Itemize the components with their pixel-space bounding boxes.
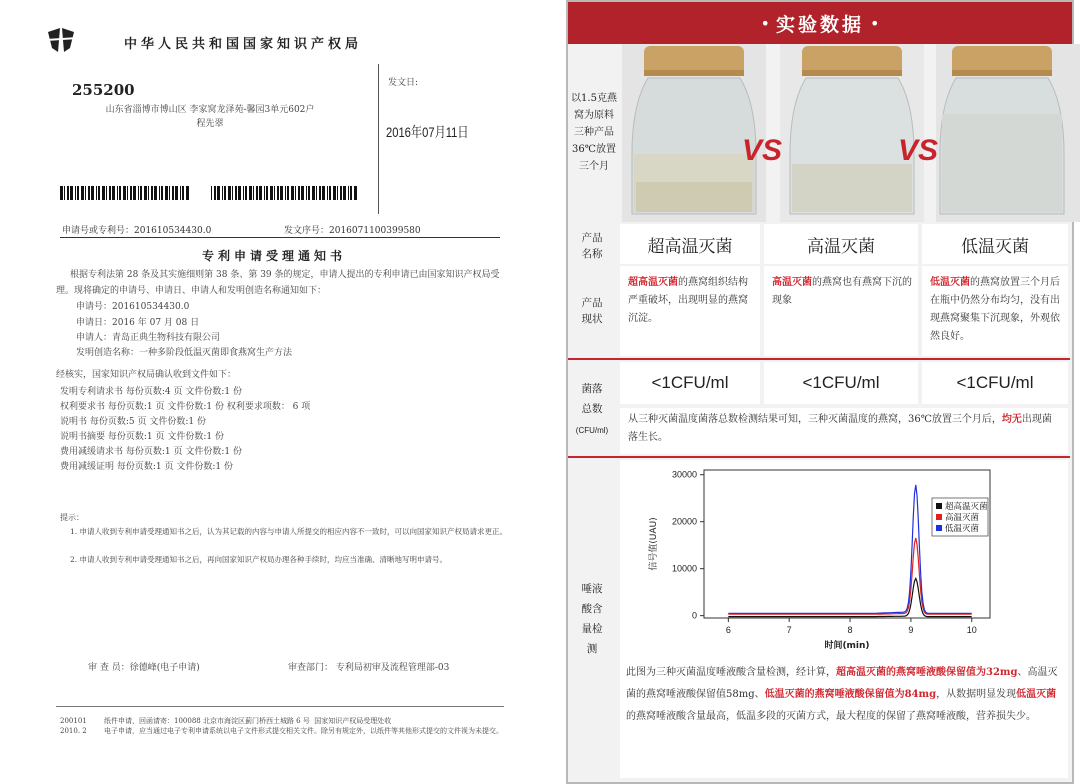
field-application-date: 申请日：2016 年 07 月 08 日 (76, 318, 200, 328)
cnipa-logo-icon (44, 24, 80, 56)
product-state-uht: 超高温灭菌的燕窝组织结构严重破坏，出现明显的燕窝沉淀。 (620, 266, 760, 356)
cfu-ht: <1CFU/ml (764, 362, 918, 404)
legend-label: 超高温灭菌 (945, 502, 988, 512)
panel-header (568, 2, 1072, 44)
row-label-name: 产品名称 (581, 232, 603, 260)
note-item: 2. 申请人收到专利申请受理通知书之后，再向国家知识产权局办理各种手续时，均应当准确、清晰地写明申请号。 (70, 555, 448, 564)
field-invention-title: 发明创造名称：一种多阶段低温灭菌即食燕窝生产方法 (76, 348, 293, 358)
header-dot: • (870, 13, 880, 33)
notes-label: 提示： (60, 513, 84, 522)
y-tick-label: 20000 (671, 516, 697, 527)
sialic-acid-chart (620, 460, 1068, 660)
legend-swatch (936, 503, 942, 509)
footer-instructions: 纸件申请，回函请寄：100088 北京市海淀区蓟门桥西土城路 6 号 国家知识产权局受理处收 电子申请，应当通过电子专利申请系统以电子文件形式提交相关文件。除另有规定外，以纸件等其他形式提交的文件视为未提交。 (104, 717, 503, 735)
notice-body: 根据专利法第 28 条及其实施细则第 38 条、第 39 条的规定，申请人提出的专利申请已由国家知识产权局受理。现将确定的申请号、申请日、申请人和发明创造名称通知如下： (56, 270, 500, 296)
legend-swatch (936, 514, 942, 520)
colony-summary: 从三种灭菌温度菌落总数检测结果可知，三种灭菌温度的燕窝，36℃放置三个月后，均无出现菌落生长。 (620, 408, 1068, 454)
product-name-ht: 高温灭菌 (764, 224, 918, 264)
row-label-colony: 菌落总数 (CFU/ml) (575, 383, 609, 435)
x-tick-label: 6 (725, 625, 731, 635)
divider (56, 706, 504, 707)
header-dot: • (760, 13, 770, 33)
legend-label: 高温灭菌 (945, 513, 980, 523)
note-item: 1. 申请人收到专利申请受理通知书之后，认为其记载的内容与申请人所提交的相应内容不一致时，可以向国家知识产权局请求更正。 (70, 527, 508, 536)
x-axis-label: 时间(min) (824, 641, 870, 651)
conclusion-text: 、高温灭菌的燕窝唾液酸保留值58mg、 (626, 667, 1058, 700)
application-number: 申请号或专利号：201610534430.0 (62, 226, 212, 236)
cfu-uht: <1CFU/ml (620, 362, 760, 404)
y-axis-label: 信号值(UAU) (649, 517, 659, 571)
y-tick-label: 30000 (671, 469, 697, 480)
panel-title: 实验数据 (775, 13, 864, 36)
sialic-conclusion (620, 662, 1068, 728)
received-file: 说明书 每份页数:5 页 文件份数:1 份 (60, 417, 206, 427)
received-file: 费用减缓请求书 每份页数:1 页 文件份数:1 份 (60, 447, 242, 457)
zip-code: 255200 (72, 81, 135, 99)
field-applicant: 申请人：青岛正典生物科技有限公司 (76, 333, 221, 343)
legend-label: 低温灭菌 (945, 524, 980, 534)
received-file: 说明书摘要 每份页数:1 页 文件份数:1 份 (60, 432, 224, 442)
conclusion-text: 低温灭菌的燕窝唾液酸保留值为84mg (764, 689, 937, 700)
reviewer: 审 查 员：徐德峰(电子申请) (88, 663, 200, 673)
legend-swatch (936, 525, 942, 531)
received-files-intro: 经核实，国家知识产权局确认收到文件如下： (56, 370, 237, 380)
jar-photo-lt (936, 44, 1080, 222)
divider (378, 64, 379, 214)
vs-badge (740, 120, 784, 180)
form-number: 200101 2010. 2 (60, 717, 87, 735)
y-tick-label: 10000 (671, 563, 697, 574)
conclusion-text: 的燕窝唾液酸含量最高，低温多段的灭菌方式，最大程度的保留了燕窝唾液酸，营养损失少。 (626, 711, 1036, 722)
conclusion-text: 超高温灭菌的燕窝唾液酸保留值为32mg (836, 667, 1018, 678)
x-tick-label: 9 (908, 625, 914, 635)
vs-text: VS (741, 134, 783, 167)
cfu-lt: <1CFU/ml (922, 362, 1068, 404)
received-file: 费用减缓证明 每份页数:1 页 文件份数:1 份 (60, 462, 233, 472)
barcode (60, 186, 358, 200)
x-tick-label: 10 (966, 625, 977, 635)
notice-title: 专利申请受理通知书 (201, 249, 346, 263)
product-name-uht: 超高温灭菌 (620, 224, 760, 264)
conclusion-text: 此图为三种灭菌温度唾液酸含量检测，经计算， (626, 667, 836, 678)
conclusion-text: 低温灭菌 (1016, 689, 1057, 700)
vs-text: VS (897, 134, 939, 167)
row-label-sample: 以1.5克燕窝为原料三种产品36℃放置三个月 (571, 92, 617, 172)
series-line (728, 579, 971, 617)
product-state-lt: 低温灭菌的燕窝放置三个月后在瓶中仍然分布均匀，没有出现燕窝聚集下沉现象，外观依然良好。 (922, 266, 1068, 356)
field-application-no: 申请号：201610534430.0 (76, 302, 190, 312)
vs-badge (896, 120, 940, 180)
plot-frame (704, 470, 990, 618)
section-divider (568, 456, 1070, 458)
row-label-state: 产品现状 (581, 297, 603, 325)
review-department: 审查部门： 专利局初审及流程管理部-03 (288, 663, 450, 673)
send-serial-number: 发文序号：2016071100399580 (284, 226, 421, 236)
y-tick-label: 0 (691, 610, 697, 621)
section-divider (568, 358, 1070, 360)
x-tick-label: 8 (847, 625, 853, 635)
x-tick-label: 7 (786, 625, 792, 635)
series-line (728, 538, 971, 614)
product-name-lt: 低温灭菌 (922, 224, 1068, 264)
send-date-label: 发文日: (388, 78, 419, 88)
recipient-address: 山东省淄博市博山区 李家窝龙泽苑-馨园3单元602户 程先翠 (105, 105, 315, 129)
send-date: 2016年07月11日 (386, 124, 469, 140)
office-name: 中华人民共和国国家知识产权局 (124, 37, 363, 52)
product-state-ht: 高温灭菌的燕窝也有燕窝下沉的现象 (764, 266, 918, 356)
received-file: 权利要求书 每份页数:1 页 文件份数:1 份 权利要求项数： 6 项 (60, 402, 311, 412)
divider (60, 237, 500, 238)
received-file: 发明专利请求书 每份页数:4 页 文件份数:1 份 (60, 387, 242, 397)
conclusion-text: ，从数据明显发现 (936, 689, 1017, 700)
row-label-sialic: 唾液酸含量检测 (581, 583, 603, 655)
